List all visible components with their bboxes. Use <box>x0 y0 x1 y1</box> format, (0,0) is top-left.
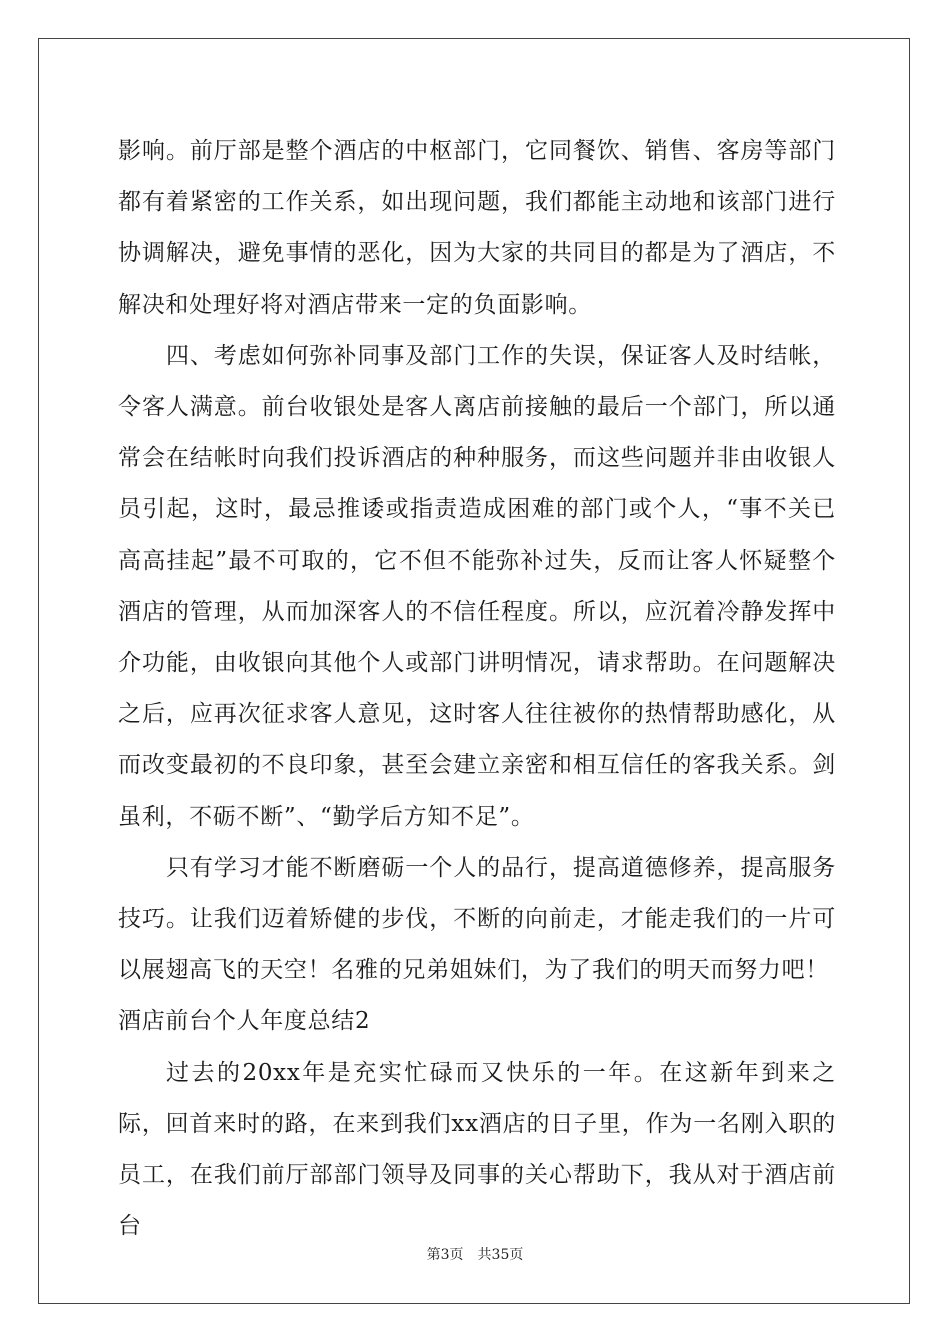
page-footer <box>0 1244 950 1264</box>
paragraph-4: 过去的20xx年是充实忙碌而又快乐的一年。在这新年到来之际，回首来时的路，在来到我们xx酒店的日子里，作为一名刚入职的员工，在我们前厅部部门领导及同事的关心帮助下，我从对于酒店前台 <box>118 1059 836 1240</box>
page-total: 共35页 <box>477 1247 524 1263</box>
page-number: 第3页 <box>426 1247 464 1263</box>
section-title: 酒店前台个人年度总结2 <box>118 1008 371 1035</box>
paragraph-3: 只有学习才能不断磨砺一个人的品行，提高道德修养，提高服务技巧。让我们迈着矫健的步伐，不断的向前走，才能走我们的一片可以展翅高飞的天空！名雅的兄弟姐妹们，为了我们的明天而努力吧！ <box>118 854 836 984</box>
document-body <box>118 126 836 1252</box>
paragraph-1: 影响。前厅部是整个酒店的中枢部门，它同餐饮、销售、客房等部门都有着紧密的工作关系，如出现问题，我们都能主动地和该部门进行协调解决，避免事情的恶化，因为大家的共同目的都是为了酒店，不解决和处理好将对酒店带来一定的负面影响。 <box>118 138 836 318</box>
paragraph-2: 四、考虑如何弥补同事及部门工作的失误，保证客人及时结帐，令客人满意。前台收银处是客人离店前接触的最后一个部门，所以通常会在结帐时向我们投诉酒店的种种服务，而这些问题并非由收银人员引起，这时，最忌推诿或指责造成困难的部门或个人，“事不关已高高挂起”最不可取的，它不但不能弥补过失，反而让客人怀疑整个酒店的管理，从而加深客人的不信任程度。所以，应沉着冷静发挥中介功能，由收银向其他个人或部门讲明情况，请求帮助。在问题解决之后，应再次征求客人意见，这时客人往往被你的热情帮助感化，从而改变最初的不良印象，甚至会建立亲密和相互信任的客我关系。剑虽利，不砺不断”、“勤学后方知不足”。 <box>118 342 836 830</box>
